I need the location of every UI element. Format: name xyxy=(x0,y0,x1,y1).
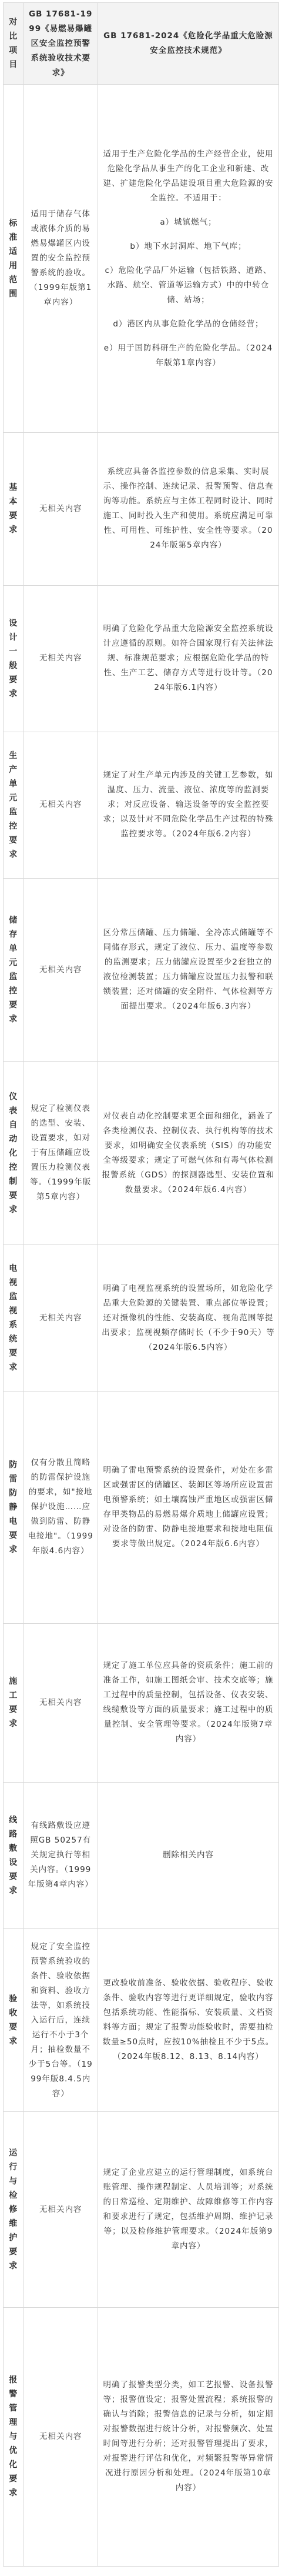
row-new-content: 明确了报警类型分类，如工艺报警、设备报警等；报警值设定；报警处置流程；系统报警的确认与消除；报警信息的记录与分析，如定期对报警数据进行统计分析，对报警频次、处置时间等进行分析；还对报警管理提出了要求，对报警进行评估和优化，对频繁报警等异常情况进行原因分析和处理。（2024年版第10章内容） xyxy=(98,2307,278,2566)
row-item: 施工要求 xyxy=(4,1623,24,1782)
table-row xyxy=(4,878,279,1062)
table-row xyxy=(4,1392,279,1624)
header-new-standard: GB 17681-2024《危险化学品重大危险源安全监控技术规范》 xyxy=(98,3,278,85)
new-content-paragraph: d）港区内从事危险化学品的仓储经营； xyxy=(113,319,264,329)
row-old-content: 无相关内容 xyxy=(24,732,98,878)
row-item: 仪表自动化控制要求 xyxy=(4,1062,24,1245)
row-item: 报警管理与优化要求 xyxy=(4,2307,24,2566)
table-row xyxy=(4,85,279,433)
row-new-content xyxy=(98,85,278,433)
row-old-content: 无相关内容 xyxy=(24,1623,98,1782)
new-content-paragraph: e）用于国防科研生产的危险化学品。（2024年版第1章内容） xyxy=(103,343,273,368)
row-item: 生产单元监控要求 xyxy=(4,732,24,878)
row-old-content: 规定了检测仪表的选型、安装、设置要求，如对于有压储罐应设置压力检测仪表等。（1999年版第5章内容） xyxy=(24,1062,98,1245)
row-old-content: 无相关内容 xyxy=(24,585,98,732)
standards-comparison-table xyxy=(3,2,279,2567)
row-new-content: 规定了对生产单元内涉及的关键工艺参数，如温度、压力、流量、液位、浓度等的监测要求；对反应设备、输送设备等的安全监控要求；以及针对不同危险化学品生产过程的特殊监控要求等。（2024年版6.2内容） xyxy=(98,732,278,878)
row-item: 设计一般要求 xyxy=(4,585,24,732)
row-item: 验收要求 xyxy=(4,1928,24,2112)
row-item: 电视监视系统要求 xyxy=(4,1244,24,1391)
row-new-content: 明确了电视监视系统的设置场所，如危险化学品重大危险源的关键装置、重点部位等设置；还对摄像机的性能、安装高度、视角范围等提出要求；监视视频存储时长（不少于90天）等（2024年版6.5内容） xyxy=(98,1244,278,1391)
new-content-paragraph: c）危险化学品厂外运输（包括铁路、道路、水路、航空、管道等运输方式）中的中转仓储、站场； xyxy=(105,265,272,305)
table-row xyxy=(4,1623,279,1782)
row-old-content: 无相关内容 xyxy=(24,878,98,1062)
row-item: 防雷防静电要求 xyxy=(4,1392,24,1624)
row-old-content: 仅有分散且简略的防雷保护设施的要求，如"接地保护设施……应做到防雷、防静电接地"。（1999年版4.6内容） xyxy=(24,1392,98,1624)
row-old-content: 无相关内容 xyxy=(24,2112,98,2307)
table-header-row xyxy=(4,3,279,85)
table-row xyxy=(4,585,279,732)
table-row xyxy=(4,1782,279,1928)
row-new-content: 系统应具备各监控参数的信息采集、实时展示、操作控制、连续记录、报警预警、信息查询等功能。系统应与主体工程同时设计、同时施工、同时投入生产和使用。系统应满足可靠性、可用性、可维护性、安全性等要求。（2024年版第5章内容） xyxy=(98,432,278,585)
row-old-content: 规定了安全监控预警系统验收的条件、验收依据和资料、验收方法等，如系统投入运行后，连续运行不小于3个月；抽检数量不少于5台等。（1999年版8.4.5内容） xyxy=(24,1928,98,2112)
row-old-content: 有线路敷设应遵照GB 50257有关规定执行等相关内容。（1999年版第4章内容） xyxy=(24,1782,98,1928)
row-item: 线路敷设要求 xyxy=(4,1782,24,1928)
row-old-content: 无相关内容 xyxy=(24,432,98,585)
row-old-content: 无相关内容 xyxy=(24,2307,98,2566)
table-body xyxy=(4,3,279,2567)
row-old-content: 无相关内容 xyxy=(24,1244,98,1391)
table-row xyxy=(4,1062,279,1245)
table-row xyxy=(4,2112,279,2307)
row-item: 基本要求 xyxy=(4,432,24,585)
header-item: 对比项目 xyxy=(4,3,24,85)
row-item: 标准适用范围 xyxy=(4,85,24,433)
row-item: 储存单元监控要求 xyxy=(4,878,24,1062)
new-content-paragraph: a）城镇燃气； xyxy=(160,217,217,227)
row-item: 运行与检修维护要求 xyxy=(4,2112,24,2307)
row-new-content: 删除相关内容 xyxy=(98,1782,278,1928)
new-content-paragraph: b）地下水封洞库、地下气库； xyxy=(130,241,247,251)
table-row xyxy=(4,732,279,878)
row-new-content: 规定了施工单位应具备的资质条件；施工前的准备工作，如施工图纸会审、技术交底等；施工过程中的质量控制，包括设备、仪表安装、线缆敷设等方面的质量要求；施工过程中的质量控制、安全管理等要求。（2024年版第7章内容） xyxy=(98,1623,278,1782)
row-new-content: 明确了危险化学品重大危险源安全监控系统设计应遵循的原则。如符合国家现行有关法律法规、标准规范要求；应根据危险化学品的特性、生产工艺、储存方式等进行设计等。（2024年版6.1内容） xyxy=(98,585,278,732)
new-content-paragraph: 适用于生产危险化学品的生产经营企业，使用危险化学品从事生产的化工企业和新建、改建、扩建危险化学品建设项目重大危险源的安全监控。不适用于： xyxy=(103,149,274,203)
table-row xyxy=(4,1244,279,1391)
row-new-content: 对仪表自动化控制要求更全面和细化，涵盖了各类检测仪表、控制仪表、执行机构等的技术要求，如明确安全仪表系统（SIS）的功能安全等级要求；规定了可燃气体和有毒气体检测报警系统（GDS）的探测器选型、安装位置和数量要求。（2024年版6.4内容） xyxy=(98,1062,278,1245)
row-new-content: 区分常压储罐、压力储罐、全冷冻式储罐等不同储存形式，规定了液位、压力、温度等参数的监测要求；压力储罐应设置至少2套独立的液位检测装置；压力储罐应设置压力报警和联锁装置；还对储罐的安全附件、气体检测等方面提出要求。（2024年版6.3内容） xyxy=(98,878,278,1062)
row-old-content: 适用于储存气体或液体介质的易燃易爆罐区内设置的安全监控预警系统的验收。（1999年版第1章内容） xyxy=(24,85,98,433)
table-row xyxy=(4,432,279,585)
row-new-content: 规定了企业应建立的运行管理制度，如系统台账管理、操作规程制定、人员培训等；对系统的日常巡检、定期维护、故障维修等工作内容和要求进行了规定，包括维护周期、维护记录等；以及检修维护管理要求。（2024年版第9章内容） xyxy=(98,2112,278,2307)
row-new-content: 更改验收前准备、验收依据、验收程序、验收条件、验收内容等进行更详细规定，验收内容包括系统功能、性能指标、安装质量、文档资料等方面；规定了报警功能验收时，需要抽检数量≥50点时，应按10%抽检且不少于5点。（2024年版8.12、8.13、8.14内容） xyxy=(98,1928,278,2112)
table-row xyxy=(4,1928,279,2112)
table-row xyxy=(4,2307,279,2566)
header-old-standard: GB 17681-1999《易燃易爆罐区安全监控预警系统验收技术要求》 xyxy=(24,3,98,85)
row-new-content: 明确了雷电预警系统的设置条件，对处在多雷区或强雷区的储罐区、装卸区等场所应设置雷电预警系统；如土壤腐蚀严重地区或强雷区储存甲类物品的易燃易爆介质地上储罐应设置；对设备的防雷、防静电接地要求和接地电阻值要求等做出规定。（2024年版6.6内容） xyxy=(98,1392,278,1624)
